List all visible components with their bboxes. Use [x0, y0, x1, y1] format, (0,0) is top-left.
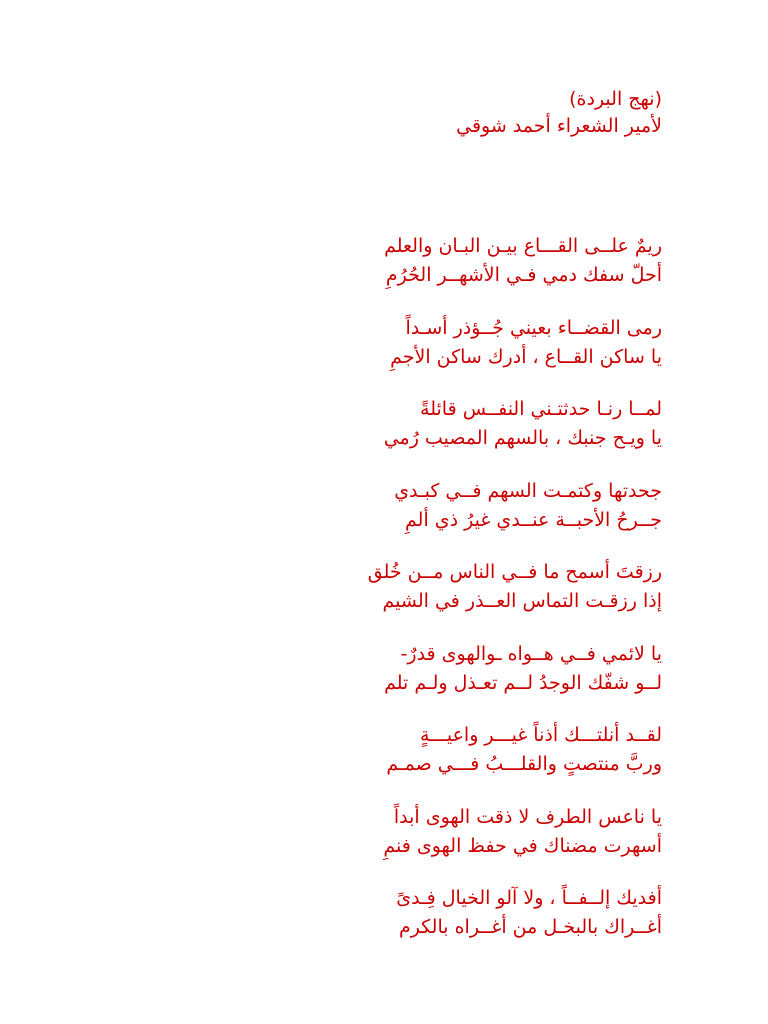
- verse: [242, 884, 662, 966]
- poem-header: [262, 86, 662, 140]
- verse: [242, 232, 662, 314]
- verse: [242, 558, 662, 640]
- poem-body: [242, 232, 662, 966]
- verse-second-hemistich: يا ساكن القــاع ، أدرك ساكن الأجمِ: [390, 345, 662, 368]
- verse-second-hemistich: أغــراك بالبخـل من أغــراه بالكرم: [398, 916, 662, 938]
- verse-second-hemistich: لــو شفّك الوجدُ لــم تعـذل ولـم تلم: [384, 671, 662, 694]
- verse-first-hemistich: ريمٌ علــى القـــاع بيـن البـان والعلم: [384, 235, 662, 257]
- poem-author: لأمير الشعراء أحمد شوقي: [456, 115, 662, 137]
- verse-second-hemistich: أسهرت مضناك في حفظ الهوى فنمِ: [383, 834, 662, 857]
- verse-second-hemistich: يا ويـح جنبك ، بالسهم المصيب رُمي: [383, 427, 662, 449]
- verse-first-hemistich: رمى القضــاء بعيني جُــؤذر أسـداً: [405, 316, 662, 339]
- verse-first-hemistich: رزقتَ أسمح ما فــي الناس مــن خُلق: [367, 561, 662, 583]
- verse-second-hemistich: إذا رزقـت التماس العــذر في الشيم: [382, 590, 662, 612]
- verse-first-hemistich: لمــا رنـا حدثتـني النفــس قائلةً: [420, 398, 662, 420]
- verse-first-hemistich: يا لائمي فــي هــواه ـوالهوى قدرٌ-: [400, 642, 662, 665]
- verse-second-hemistich: أحلّ سفك دمي فـي الأشهــر الحُرُمِ: [385, 264, 662, 286]
- verse-first-hemistich: يا ناعس الطرف لا ذقت الهوى أبداً: [393, 805, 662, 828]
- verse-first-hemistich: أفديك إلــفــاً ، ولا آلو الخيال فِـدىً: [396, 887, 662, 909]
- verse: [242, 314, 662, 396]
- verse: [242, 477, 662, 559]
- verse-second-hemistich: جــرحُ الأحبــة عنــدي غيرُ ذي ألمِ: [405, 508, 662, 531]
- verse: [242, 803, 662, 885]
- poem-title: (نهج البردة): [569, 88, 662, 110]
- verse: [242, 395, 662, 477]
- verse: [242, 640, 662, 722]
- verse: [242, 721, 662, 803]
- verse-first-hemistich: جحدتها وكتمـت السهم فــي كبـدي: [394, 479, 662, 502]
- verse-first-hemistich: لقــد أنلتـــك أذناً غيـــر واعيـــةٍ: [419, 724, 662, 746]
- verse-second-hemistich: وربَّ منتصتٍ والقلـــبُ فـــي صمـم: [386, 753, 662, 775]
